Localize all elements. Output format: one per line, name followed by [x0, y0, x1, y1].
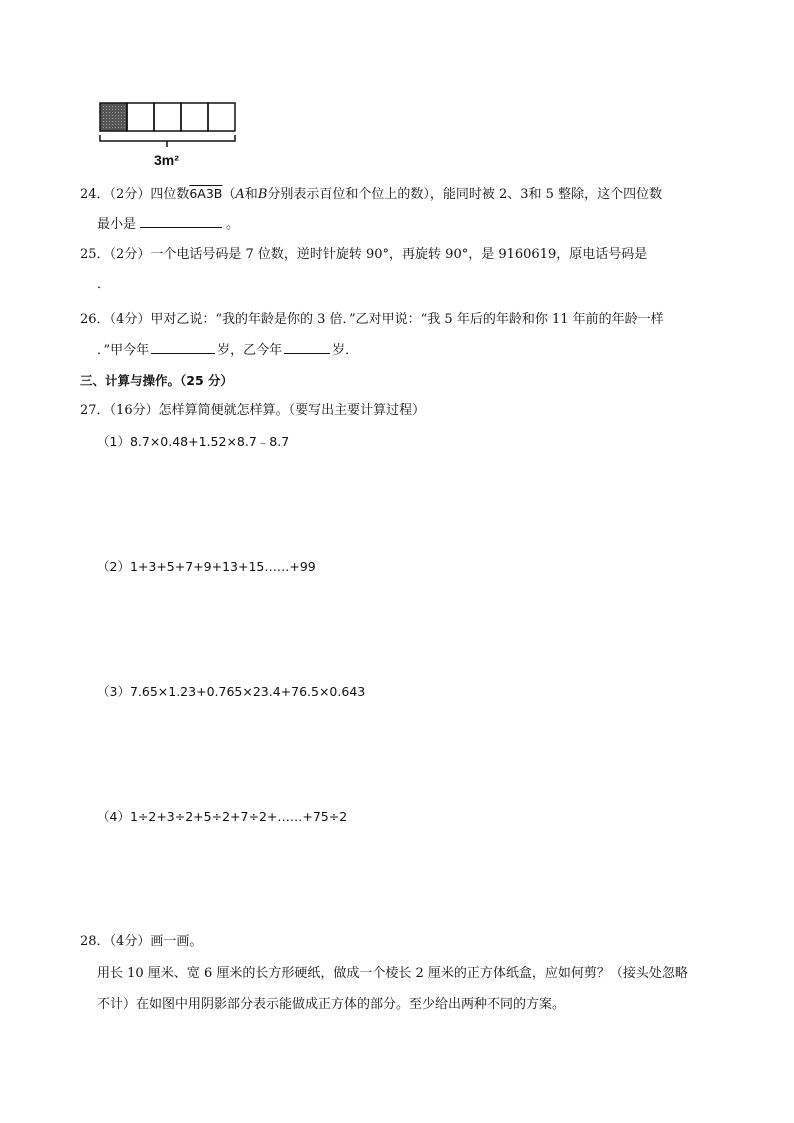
question-text: ． [97, 277, 111, 292]
calc-part-1: （1）8.7×0.48+1.52×8.7﹣8.7 [97, 434, 290, 449]
area-strip-figure [94, 97, 244, 177]
question-text: 。 [226, 217, 240, 232]
area-label: 3m² [154, 152, 179, 168]
question-text: 分别表示百位和个位上的数），能同时被 2、3和 5 整除，这个四位数 [267, 187, 663, 202]
question-number: 25． [80, 247, 110, 262]
question-26-line1 [80, 311, 664, 329]
question-score: （16分） [109, 403, 159, 418]
calc-part-4: （4）1÷2+3÷2+5÷2+7÷2+……+75÷2 [97, 809, 348, 824]
question-text: 一个电话号码是 7 位数，逆时针旋转 90°，再旋转 90°，是 9160619，原电话号码是 [150, 247, 648, 262]
question-number: 27． [80, 403, 110, 418]
question-number: 28． [80, 934, 110, 949]
variable-a: A [235, 187, 245, 202]
question-25-line1 [80, 246, 647, 264]
calc-part-3: （3）7.65×1.23+0.765×23.4+76.5×0.643 [97, 684, 366, 699]
answer-blank[interactable] [140, 215, 222, 228]
answer-blank[interactable] [284, 341, 330, 354]
question-text: 最小是 [97, 217, 137, 232]
question-28-line1: 用长 10 厘米、宽 6 厘米的长方形硬纸，做成一个棱长 2 厘米的正方体纸盒，应如何剪？（接头处忽略 [97, 966, 688, 981]
question-25-line2 [97, 276, 110, 294]
strip-cell [181, 103, 208, 131]
calc-part-2: （2）1+3+5+7+9+13+15……+99 [97, 559, 316, 574]
question-text: 岁，乙今年 [217, 343, 283, 358]
question-score: （4分） [109, 934, 151, 949]
question-score: （4分） [109, 312, 151, 327]
question-text: 和 [244, 187, 258, 202]
question-score: （2分） [109, 247, 151, 262]
question-27 [80, 402, 425, 420]
strip-cell [208, 103, 235, 131]
four-digit-number: 6A3B [189, 186, 223, 201]
brace [100, 135, 235, 147]
question-text: 怎样算简便就怎样算。（要写出主要计算过程） [158, 403, 426, 418]
strip-cell [154, 103, 181, 131]
question-text: 甲对乙说：“我的年龄是你的 3 倍．”乙对甲说：“我 5 年后的年龄和你 11 年前的年龄一样 [150, 312, 664, 327]
question-text: 四位数 [150, 187, 190, 202]
question-text: 画一画。 [150, 934, 203, 949]
question-24-line2 [97, 215, 239, 234]
question-28-heading [80, 933, 202, 951]
question-score: （2分） [109, 187, 151, 202]
question-28-line2: 不计）在如图中用阴影部分表示能做成正方体的部分。至少给出两种不同的方案。 [97, 997, 566, 1012]
question-text: ．”甲今年 [97, 343, 150, 358]
answer-blank[interactable] [151, 341, 215, 354]
section-3-heading: 三、计算与操作。（25 分） [80, 373, 233, 388]
shaded-cell [100, 103, 127, 131]
question-text: （ [222, 187, 236, 202]
question-number: 26． [80, 312, 110, 327]
variable-b: B [257, 187, 268, 202]
question-text: 岁． [332, 343, 359, 358]
question-number: 24． [80, 187, 110, 202]
strip-cell [127, 103, 154, 131]
question-26-line2 [97, 341, 358, 360]
question-24-line1 [80, 185, 662, 204]
